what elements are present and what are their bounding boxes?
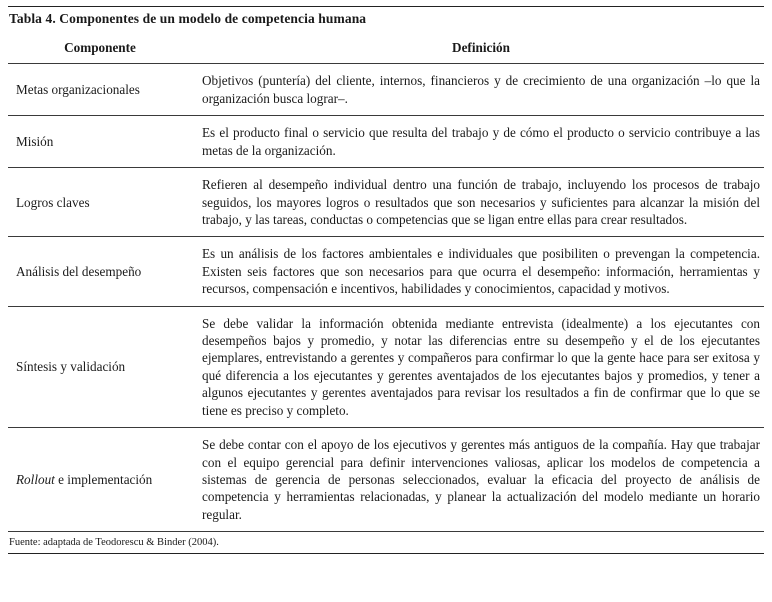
- definition-cell: Es un análisis de los factores ambientales e individuales que posibiliten o prevengan la competencia. Existen seis factores que son necesarios para que ocurra el desempeño: información, herramientas y recursos, compensación e incentivos, habilidades y conocimientos, capacidad y motivos.: [202, 246, 760, 297]
- component-cell: [8, 116, 190, 167]
- table-header-definition: Definición: [452, 40, 510, 55]
- component-label: Síntesis y validación: [16, 359, 126, 375]
- table-header-row: [8, 32, 764, 64]
- table-row: [8, 116, 764, 168]
- table-row: [8, 307, 764, 429]
- component-label: Análisis del desempeño: [16, 263, 142, 279]
- definition-cell: Refieren al desempeño individual dentro una función de trabajo, incluyendo los procesos de trabajo seguidos, los mayores logros o resultados que son necesarios y suficientes para alcanzar la misión del trabajo, y las tareas, conductas o competencias que se ligan entre ellas para crear resultados.: [202, 177, 760, 227]
- component-cell: [8, 428, 190, 531]
- table-row: [8, 237, 764, 306]
- component-cell: [8, 64, 190, 115]
- definition-cell: Se debe validar la información obtenida mediante entrevista (idealmente) a los ejecutantes con desempeños bajos y promedio, y notar las diferencias entre su desempeño y el de los ejecutantes ejemplares, entrevistando a gerentes y compañeros para confirmar lo que la gente hace para ser exitosa y qué diferencia a los ejecutantes y gerentes aventajados de los ejecutantes bajos y promedios, y tener a algunos ejecutantes y gerentes aventajados para revisar los resultados a fin de confirmar que lo que se tiene es preciso y completo.: [202, 315, 760, 418]
- component-label: Logros claves: [16, 194, 90, 210]
- component-cell: [8, 168, 190, 236]
- table-bottom-rule: [8, 553, 764, 554]
- component-label: Misión: [16, 134, 54, 150]
- definition-cell: Es el producto final o servicio que resulta del trabajo y de cómo el producto o servicio contribuye a las metas de la organización.: [202, 125, 760, 158]
- table-row: [8, 64, 764, 116]
- table-row: [8, 168, 764, 237]
- component-label: Metas organizacionales: [16, 82, 140, 98]
- definition-cell: Objetivos (puntería) del cliente, internos, financieros y de crecimiento de una organización –lo que la organización busca lograr–.: [202, 73, 760, 106]
- definition-cell: Se debe contar con el apoyo de los ejecutivos y gerentes más antiguos de la compañía. Hay que trabajar con el equipo gerencial para definir intervenciones valiosas, aplicar los modelos de competencia a sistemas de gerencia de personas seleccionados, evaluar la eficacia del proyecto de análisis de competencia y herramientas relacionadas, y planear la actualización del modelo mediante un horario regular.: [202, 437, 760, 522]
- table-row: [8, 428, 764, 532]
- table-title: Tabla 4. Componentes de un modelo de competencia humana: [9, 11, 367, 26]
- table-source: Fuente: adaptada de Teodorescu & Binder (2004).: [9, 537, 219, 549]
- component-italic: Rollout: [16, 472, 55, 488]
- component-cell: [8, 237, 190, 305]
- component-cell: [8, 307, 190, 428]
- component-label: e implementación: [54, 472, 153, 488]
- table-header-component: Componente: [64, 40, 136, 56]
